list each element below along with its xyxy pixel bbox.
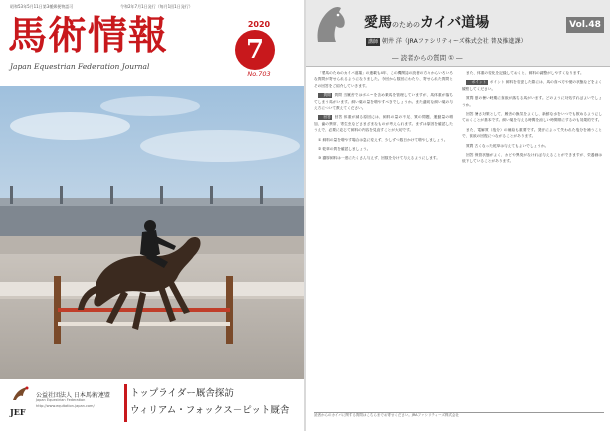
series-banner (306, 0, 610, 67)
series-mid: のための (392, 21, 420, 29)
cover-photo-show-jumping (0, 86, 304, 379)
column2-paragraph: 回答 暑さ対策として、厩舎の換気をよくし、新鮮な水をいつでも飲めるようにしておくことが基本です。飼い葉を与える時間を涼しい時間帯にするのも効果的です。 (462, 112, 602, 123)
issue-month: 7 (235, 30, 275, 70)
masthead-title: 馬術情報 (8, 13, 169, 59)
column1-paragraph: ③ 濃厚飼料は一度にたくさん与えず、回数を分けて与えるようにします。 (318, 156, 440, 161)
article-footer-note: 読者からのカイバに関する質問はこちらまでお寄せください。JRAファシリティーズ株式会社 (314, 412, 604, 428)
series-main-title: カイバ道場 (420, 15, 490, 31)
publisher-name-en: Japan Equestrian Federation (36, 398, 86, 402)
postal-notice: 昭和53年5月11日第3種郵便物認可 (10, 4, 74, 9)
cover-headline-2: ウィリアム・フォックス－ピット厩舎 (130, 405, 290, 416)
column1-paragraph: 回答 回答 体重が減る原因には、飼料の量の不足、質の問題、運動量の増加、歯の異常、寄生虫などさまざまなものが考えられます。まずは原因を確認したうえで、必要に応じて飼料の内容を見直すことが大切です。 (314, 115, 453, 133)
series-prefix: 愛馬 (364, 15, 392, 31)
article-subtitle: ― 読者からの質問 ① ― (392, 54, 463, 62)
cover-headline-1: トップライダー厩舎探訪 (130, 388, 234, 399)
column2-paragraph: 質問 夏の暑い時期に食欲が落ちる馬がいます。どのように対処すればよいでしょうか。 (462, 96, 602, 107)
volume-badge: Vol.48 (566, 17, 604, 33)
column2-paragraph: また、体重の変化を記録しておくと、飼料の調整がしやすくなります。 (466, 71, 584, 75)
issue-badge (229, 20, 289, 80)
horse-head-icon (308, 2, 352, 46)
author-tag: 講師 (368, 39, 379, 45)
article-page (306, 0, 610, 431)
article-column-1 (314, 70, 453, 410)
author-name: 朝井 洋（JRAファシリティーズ株式会社 普及推進課） (382, 38, 527, 45)
headline-accent-bar (124, 384, 127, 422)
point-tag: ポイント (466, 80, 488, 85)
publisher-url: http://www.equitation-japan.com/ (36, 404, 95, 408)
masthead-subtitle: Japan Equestrian Federation Journal (10, 62, 150, 71)
column2-paragraph: 質問 古くなった乾草は与えてもよいでしょうか。 (466, 143, 549, 148)
issue-year: 2020 (247, 20, 271, 29)
publisher-name: 公益社団法人 日本馬術連盟 (36, 392, 110, 399)
column1-paragraph: 「愛馬のためのカイバ道場」の連載も4年、この機関誌の読者の方々からいろいろな質問が寄せられるようになりました。今回から数回にわたり、寄せられた質問とその回答をご紹介していきます。 (314, 71, 453, 88)
question-tag: 質問 (318, 93, 332, 98)
column2-paragraph: また、電解質（塩分）の補給も重要です。発汗によって失われた塩分を補うことで、食欲の回復につながることがあります。 (462, 127, 602, 139)
jef-logo-text: JEF (10, 407, 26, 417)
issue-number: No.703 (247, 70, 271, 78)
column1-paragraph: 質問 質問 当厩舎ではポニーを含め乗馬を管理していますが、馬体重が落ちてしまう馬がいます。飼い葉の量を増やすべきでしょうか。また適切な飼い葉の与え方について教えてください。 (314, 93, 453, 111)
publish-date-notice: 令和2年7月1日発行（毎月1回1日発行） (120, 4, 193, 9)
column2-paragraph: ポイント ポイント 飼料を変更した際には、馬の食べ方や便の状態などをよく観察してください。 (462, 80, 602, 91)
column1-paragraph: ① 飼料の量を増やす場合は急に変えず、少しずつ数日かけて増やしましょう。 (318, 137, 448, 142)
column2-paragraph: 回答 保管状態がよく、カビや異臭がなければ与えることができますが、栄養価は低下していることがあります。 (462, 153, 602, 164)
magazine-cover (0, 0, 304, 431)
article-column-2 (462, 70, 602, 410)
answer-tag: 回答 (318, 115, 332, 120)
cover-header (0, 0, 304, 86)
column1-paragraph: ② 乾草の質を確認しましょう。 (318, 147, 371, 152)
series-title (364, 12, 489, 32)
jef-logo-icon (10, 383, 32, 405)
